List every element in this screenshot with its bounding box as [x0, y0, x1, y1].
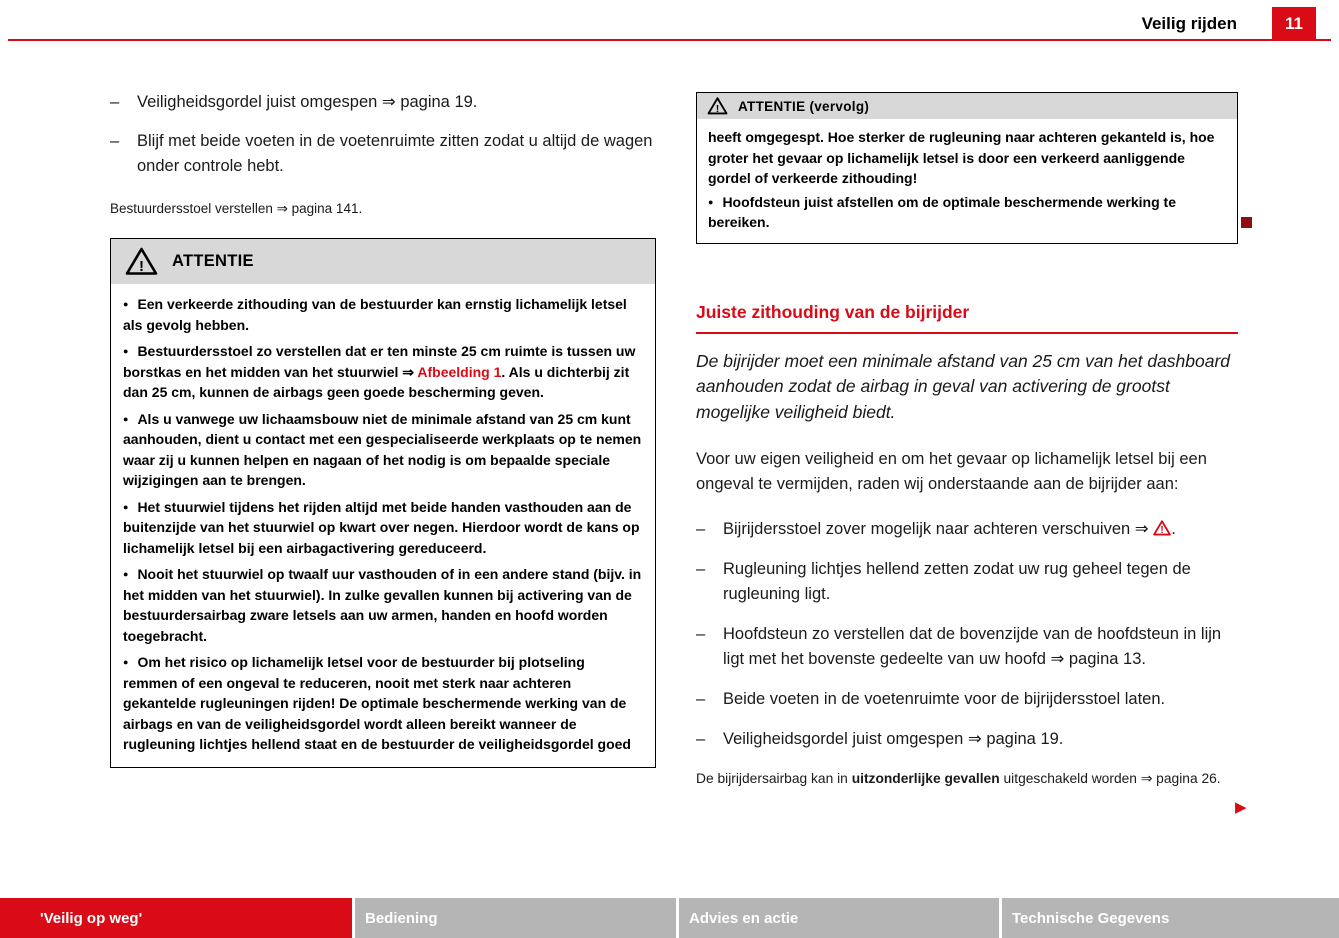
footnote-text: uitgeschakeld worden ⇒ pagina 26.: [999, 771, 1221, 786]
page-continuation-icon: ▶: [1235, 799, 1247, 816]
dash-bullet: –: [110, 93, 120, 111]
list-item: [110, 90, 656, 115]
list-item-text: .: [1171, 520, 1176, 538]
warning-item: [708, 192, 1226, 233]
list-item-text: Bijrijdersstoel zover mogelijk naar achteren verschuiven ⇒: [723, 520, 1154, 538]
section-paragraph: Voor uw eigen veiligheid en om het gevaar op lichamelijk letsel bij een ongeval te vermijden, raden wij onderstaande aan de bijrijder aan:: [696, 450, 1207, 493]
section-lead-paragraph: De bijrijder moet een minimale afstand van 25 cm van het dashboard aanhouden zodat de airbag in geval van activering de grootst mogelijke veiligheid biedt.: [696, 350, 1231, 422]
dash-bullet: –: [110, 132, 120, 150]
attention-box-body: [697, 119, 1237, 243]
warning-item-text: . Als u dichterbij zit dan 25 cm, kunnen de airbags geen goede bescherming geven.: [123, 363, 630, 400]
airbag-footnote: [696, 769, 1238, 789]
warning-triangle-icon: [707, 97, 728, 115]
list-item-text: Beide voeten in de voetenruimte voor de bijrijdersstoel laten.: [723, 690, 1166, 708]
warning-item-text: Nooit het stuurwiel op twaalf uur vasthouden of in een andere stand (bijv. in het midden van het stuurwiel). In zulke gevallen kunnen bij activering van de bestuurdersairbag zware letsels aan uw armen, handen en hoofd worden toegebracht.: [123, 566, 642, 644]
bullet-icon: ●: [123, 501, 129, 512]
warning-item-text: Het stuurwiel tijdens het rijden altijd met beide handen vasthouden aan de buitenzijde van het stuurwiel op kwart over negen. Hierdoor wordt de kans op lichamelijk letsel bij een airbagactivering gereduceerd.: [123, 498, 640, 556]
list-item-text: [723, 517, 1238, 542]
footer-tab-label: Technische Gegevens: [1012, 909, 1170, 927]
right-column: [696, 92, 1238, 789]
bullet-icon: ●: [708, 196, 714, 207]
svg-text:!: !: [715, 102, 720, 115]
list-item-text: Veiligheidsgordel juist omgespen ⇒ pagina 19.: [723, 730, 1064, 748]
list-item: [696, 727, 1238, 752]
list-item: [110, 129, 656, 179]
warning-item-text: Een verkeerde zithouding van de bestuurder kan ernstig lichamelijk letsel als gevolg hebben.: [123, 296, 627, 333]
chapter-title: Veilig rijden: [1141, 14, 1237, 33]
left-column: [110, 90, 656, 768]
figure-reference-link[interactable]: Afbeelding 1: [417, 363, 502, 380]
warning-item: [123, 294, 643, 335]
attention-box-header: [697, 93, 1237, 119]
attention-box-title: ATTENTIE (vervolg): [738, 98, 870, 114]
warning-triangle-icon: [125, 247, 158, 276]
warning-item: [123, 652, 643, 755]
footer-tab-label: Advies en actie: [689, 909, 799, 927]
list-item: [696, 517, 1238, 542]
list-item-text: Blijf met beide voeten in de voetenruimte zitten zodat u altijd de wagen onder controle hebt.: [137, 132, 653, 175]
dash-bullet: –: [696, 730, 706, 748]
warning-continuation-text: heeft omgegespt. Hoe sterker de rugleuning naar achteren gekanteld is, hoe groter het gevaar op lichamelijk letsel is door een verkeerd aanliggende gordel of verkeerde zithouding!: [708, 129, 1215, 186]
dash-bullet: –: [696, 690, 706, 708]
list-item: [696, 557, 1238, 607]
footer-tabs: [0, 898, 1339, 938]
list-item: [696, 687, 1238, 712]
svg-text:!: !: [139, 258, 144, 275]
warning-item-text: Bestuurdersstoel zo verstellen dat er ten minste 25 cm ruimte is tussen uw borstkas en het midden van het stuurwiel ⇒: [123, 343, 636, 380]
warning-item: [123, 341, 643, 403]
list-item-text: Rugleuning lichtjes hellend zetten zodat uw rug geheel tegen de rugleuning ligt.: [723, 560, 1191, 603]
list-item-text: Veiligheidsgordel juist omgespen ⇒ pagina 19.: [137, 93, 478, 111]
warning-item-text: Om het risico op lichamelijk letsel voor de bestuurder bij plotseling remmen of een ongeval te reduceren, nooit met sterk naar achteren gekantelde rugleuningen rijden! De optimale beschermende werking van de airbags en van de veiligheidsgordel wordt alleen bereikt wanneer de rugleuning lichtjes hellend staat en de bestuurder de veiligheidsgordel goed: [123, 654, 631, 752]
footer-tab-bediening[interactable]: [355, 898, 676, 938]
page-number-badge: 11: [1272, 7, 1316, 40]
cross-reference-note: Bestuurdersstoel verstellen ⇒ pagina 141.: [110, 201, 363, 216]
section-heading: Juiste zithouding van de bijrijder: [696, 302, 1238, 334]
footer-tab-veilig-op-weg[interactable]: [0, 898, 352, 938]
warning-item: [123, 564, 643, 646]
footnote-text: De bijrijdersairbag kan in: [696, 771, 852, 786]
footer-tab-technische-gegevens[interactable]: [1002, 898, 1339, 938]
svg-text:!: !: [1160, 525, 1164, 536]
dash-bullet: –: [696, 520, 706, 538]
list-item-text: Hoofdsteun zo verstellen dat de bovenzijde van de hoofdsteun in lijn ligt met het bovenste gedeelte van uw hoofd ⇒ pagina 13.: [723, 625, 1222, 668]
warning-item: [123, 497, 643, 559]
list-item: [696, 622, 1238, 672]
bullet-icon: ●: [123, 657, 129, 667]
dash-bullet: –: [696, 625, 706, 643]
bullet-icon: ●: [123, 569, 129, 579]
bullet-icon: ●: [123, 413, 129, 424]
section-end-marker: [1241, 217, 1252, 228]
warning-item-text: Hoofdsteun juist afstellen om de optimale beschermende werking te bereiken.: [708, 193, 1176, 230]
footer-tab-label: Bediening: [365, 909, 438, 927]
attention-box: [110, 238, 656, 768]
attention-box-body: [111, 284, 655, 767]
footer-tab-label: 'Veilig op weg': [40, 909, 143, 927]
warning-item: [123, 409, 643, 491]
bullet-icon: ●: [123, 299, 129, 309]
dash-bullet: –: [696, 560, 706, 578]
header-rule: [8, 39, 1331, 41]
attention-continuation-box: [696, 92, 1238, 244]
footnote-bold-text: uitzonderlijke gevallen: [851, 771, 1000, 786]
footer-tab-advies-en-actie[interactable]: [679, 898, 999, 938]
warning-item-text: Als u vanwege uw lichaamsbouw niet de minimale afstand van 25 cm kunt aanhouden, dient u contact met een gespecialiseerde werkplaats op te nemen waar zij u kunnen helpen en nagaan of het nodig is om bepaalde speciale wijzigingen aan te brengen.: [123, 410, 642, 488]
bullet-icon: ●: [123, 346, 129, 356]
warning-triangle-icon: [1153, 520, 1171, 536]
attention-box-title: ATTENTIE: [172, 252, 254, 270]
advice-list: [696, 517, 1238, 752]
attention-box-header: [111, 239, 655, 284]
